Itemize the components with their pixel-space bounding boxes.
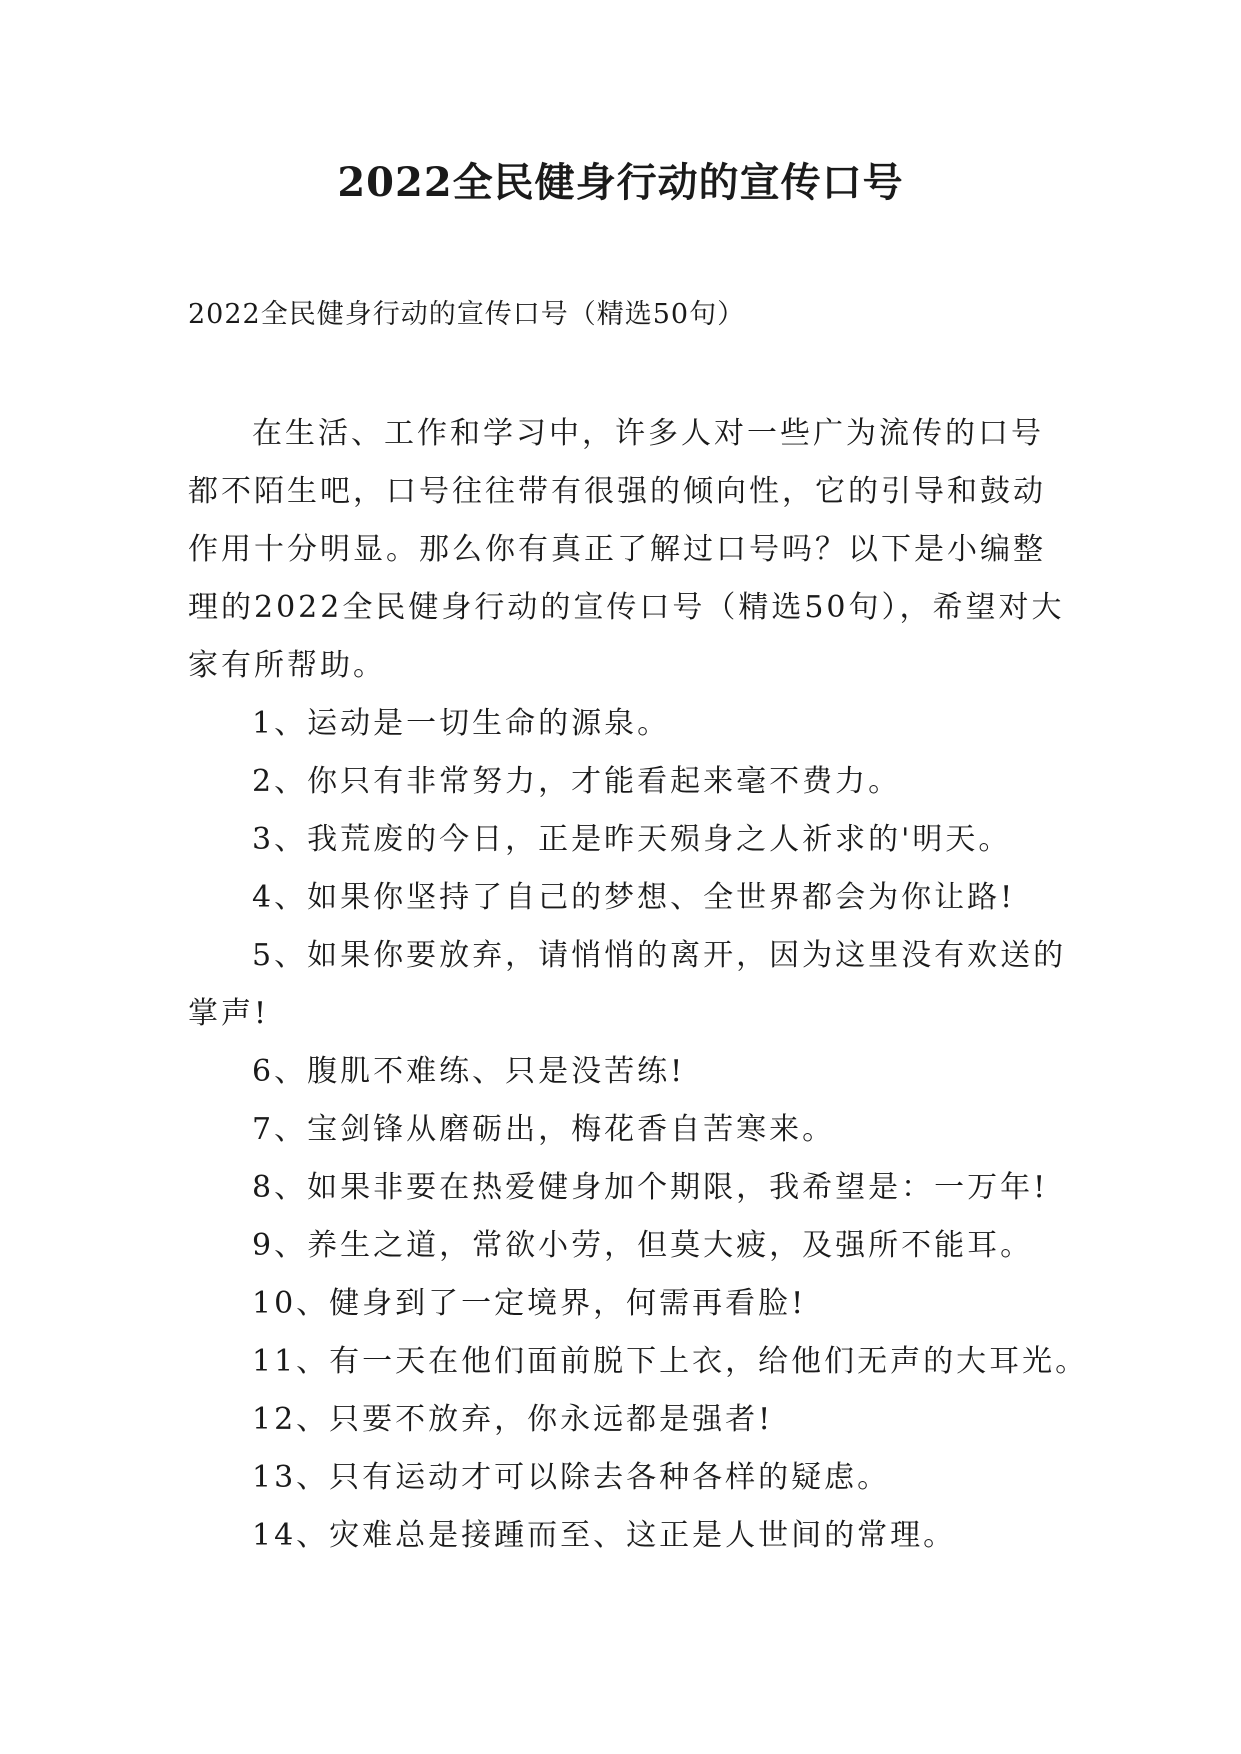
slogan-item-13: 13、只有运动才可以除去各种各样的疑虑。 <box>252 1460 891 1495</box>
slogan-item-5: 5、如果你要放弃，请悄悄的离开，因为这里没有欢送的掌声! <box>188 938 1067 1031</box>
intro-paragraph: 在生活、工作和学习中，许多人对一些广为流传的口号都不陌生吧，口号往往带有很强的倾向性，它的引导和鼓动作用十分明显。那么你有真正了解过口号吗？以下是小编整理的2022全民健身行动的宣传口号（精选50句），希望对大家有所帮助。 <box>188 416 1065 683</box>
slogan-item-11: 11、有一天在他们面前脱下上衣，给他们无声的大耳光。 <box>252 1344 1089 1379</box>
slogan-item-2: 2、你只有非常努力，才能看起来毫不费力。 <box>252 764 902 799</box>
slogan-item-4: 4、如果你坚持了自己的梦想、全世界都会为你让路! <box>252 880 1016 915</box>
document-body <box>188 405 1089 1565</box>
slogan-item-14: 14、灾难总是接踵而至、这正是人世间的常理。 <box>252 1518 957 1553</box>
slogan-item-12: 12、只要不放弃，你永远都是强者! <box>252 1402 774 1437</box>
document-subtitle: 2022全民健身行动的宣传口号（精选50句） <box>188 299 746 330</box>
document-title: 2022全民健身行动的宣传口号 <box>337 159 904 206</box>
slogan-item-6: 6、腹肌不难练、只是没苦练! <box>252 1054 686 1089</box>
slogan-item-8: 8、如果非要在热爱健身加个期限，我希望是：一万年! <box>252 1170 1049 1205</box>
slogan-item-1: 1、运动是一切生命的源泉。 <box>252 706 671 741</box>
slogan-item-9: 9、养生之道，常欲小劳，但莫大疲，及强所不能耳。 <box>252 1228 1034 1263</box>
slogan-item-3: 3、我荒废的今日，正是昨天殒身之人祈求的'明天。 <box>252 822 1012 857</box>
slogan-item-7: 7、宝剑锋从磨砺出，梅花香自苦寒来。 <box>252 1112 836 1147</box>
slogan-item-10: 10、健身到了一定境界，何需再看脸! <box>252 1286 807 1321</box>
